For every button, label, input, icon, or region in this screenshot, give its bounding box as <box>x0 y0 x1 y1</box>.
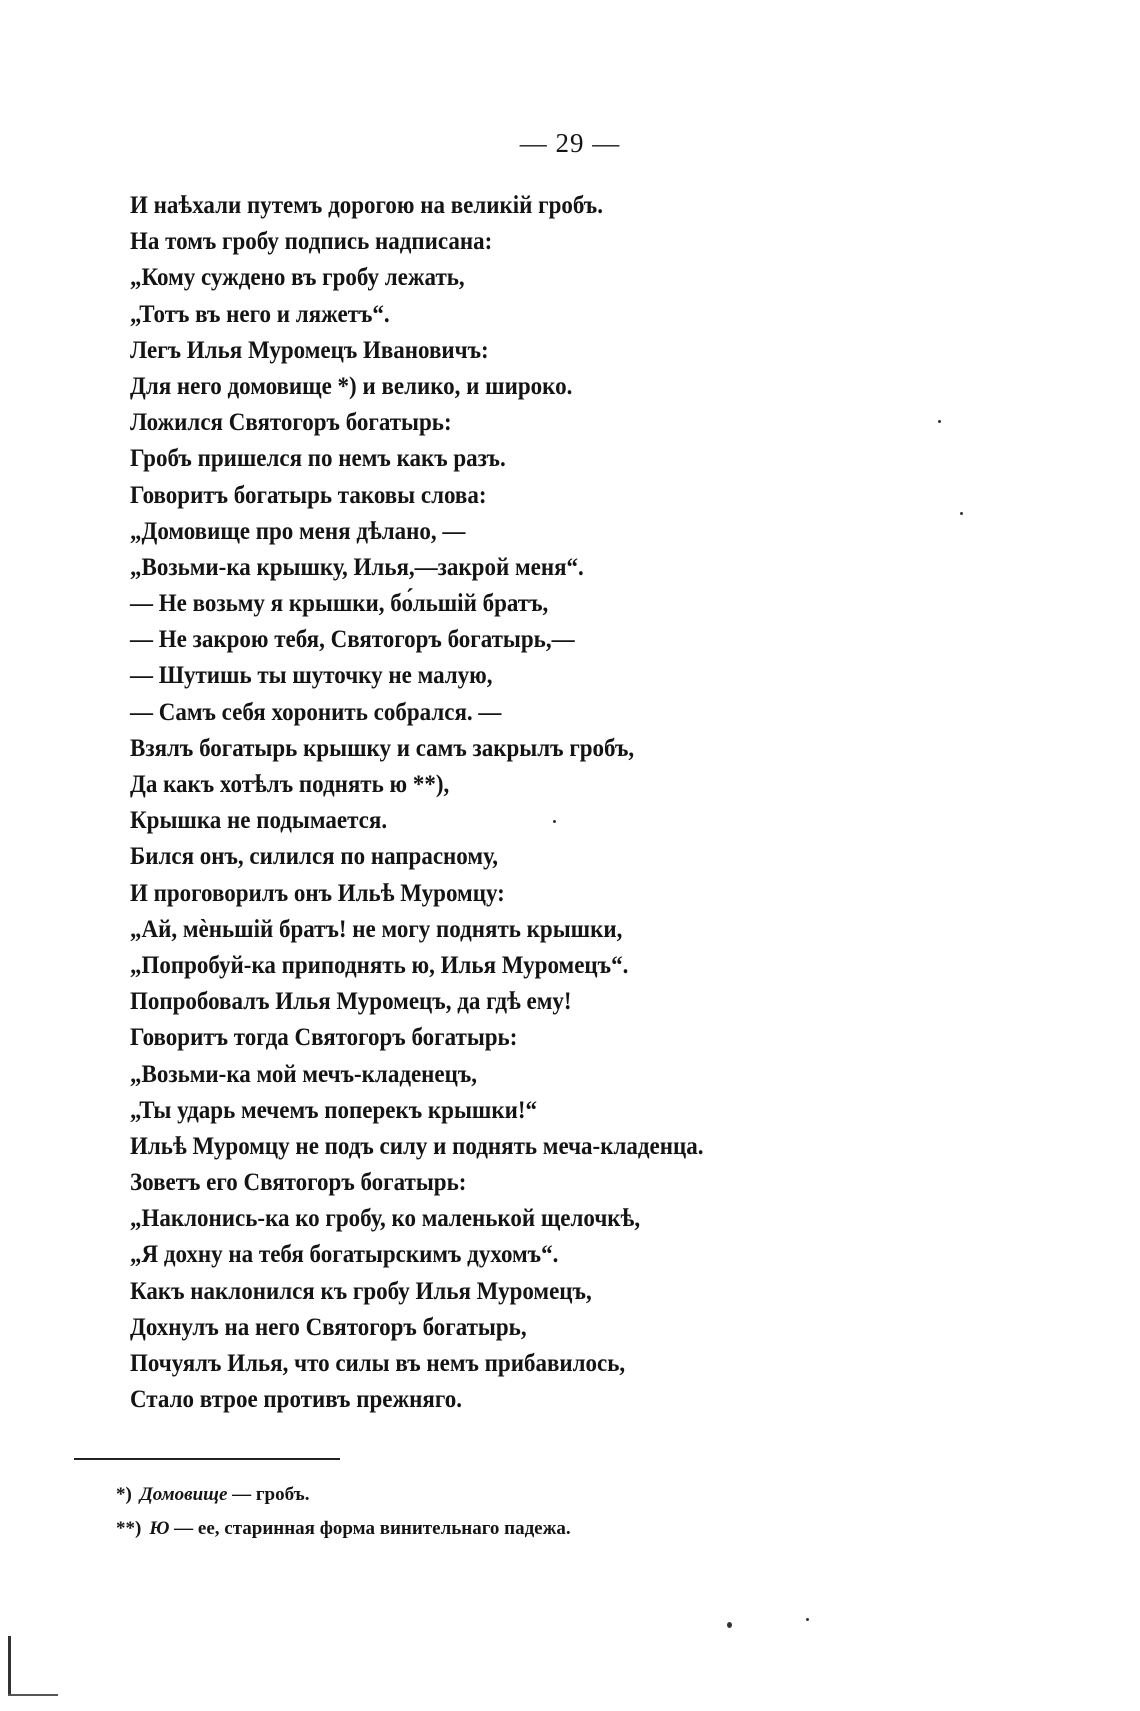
footnote-text: — ее, старинная форма винительнаго падежа. <box>169 1518 571 1539</box>
footnote-term: Домовище <box>139 1484 228 1505</box>
poem-line: Гробъ пришелся по немъ какъ разъ. <box>130 445 506 473</box>
footnote-term: Ю <box>149 1518 170 1539</box>
poem-line: Попробовалъ Илья Муромецъ, да гдѣ ему! <box>130 988 572 1016</box>
poem-line: „Кому суждено въ гробу лежать, <box>130 264 465 292</box>
poem-line: „Тотъ въ него и ляжетъ“. <box>130 300 390 328</box>
poem-line: „Я дохну на тебя богатырскимъ духомъ“. <box>130 1241 559 1269</box>
page-number: — 29 — <box>519 128 621 158</box>
footnote-mark: *) <box>116 1484 132 1505</box>
poem-line: — Шутишь ты шуточку не малую, <box>130 662 493 690</box>
poem-text <box>130 188 1030 1418</box>
poem-line: Стало втрое противъ прежняго. <box>130 1386 462 1414</box>
footnote-mark: **) <box>116 1518 142 1539</box>
poem-line: И проговорилъ онъ Ильѣ Муромцу: <box>130 879 505 907</box>
poem-line: Взялъ богатырь крышку и самъ закрылъ гробъ, <box>130 734 635 762</box>
poem-line: „Домовище про меня дѣлано, — <box>130 517 466 545</box>
poem-line: Да какъ хотѣлъ поднять ю **), <box>130 771 450 798</box>
poem-line: На томъ гробу подпись надписана: <box>130 228 493 256</box>
paper-speck <box>960 512 963 515</box>
poem-line: Легъ Илья Муромецъ Ивановичъ: <box>130 336 489 364</box>
poem-line: — Не возьму я крышки, бо́льшій братъ, <box>130 590 549 618</box>
paper-speck <box>727 1622 732 1628</box>
poem-line: Бился онъ, силился по напрасному, <box>130 843 498 871</box>
footnote <box>116 1512 1016 1546</box>
poem-line: „Ты ударь мечемъ поперекъ крышки!“ <box>130 1096 538 1124</box>
poem-line: — Самъ себя хоронить собрался. — <box>130 698 502 726</box>
footnote-divider <box>74 1458 340 1460</box>
paper-speck <box>938 420 941 423</box>
poem-line: Почуялъ Илья, что силы въ немъ прибавилось, <box>130 1350 626 1377</box>
poem-line: Ильѣ Муромцу не подъ силу и поднять меча-кладенца. <box>130 1132 704 1160</box>
scan-edge-mark <box>8 1636 11 1696</box>
poem-line: Для него домовище *) и велико, и широко. <box>130 372 573 400</box>
poem-line: „Возьми-ка крышку, Илья,—закрой меня“. <box>130 553 584 581</box>
scan-edge-mark <box>8 1694 58 1696</box>
paper-speck <box>806 1618 809 1621</box>
poem-line: Зоветъ его Святогоръ богатырь: <box>130 1169 467 1197</box>
poem-line: Крышка не подымается. <box>130 807 388 835</box>
footnote <box>116 1478 1016 1512</box>
poem-line: Какъ наклонился къ гробу Илья Муромецъ, <box>130 1277 592 1305</box>
footnotes <box>116 1478 1016 1546</box>
poem-line: „Попробуй-ка приподнять ю, Илья Муромецъ“. <box>130 951 629 979</box>
poem-line: Ложился Святогоръ богатырь: <box>130 409 452 437</box>
poem-line: Говоритъ тогда Святогоръ богатырь: <box>130 1024 518 1052</box>
paper-speck <box>553 820 556 823</box>
footnote-text: — гробъ. <box>227 1484 310 1505</box>
poem-line: Говоритъ богатырь таковы слова: <box>130 481 487 509</box>
poem-line: „Наклонись-ка ко гробу, ко маленькой щелочкѣ, <box>130 1205 641 1233</box>
poem-line: И наѣхали путемъ дорогою на великій гробъ. <box>130 192 603 219</box>
poem-line: — Не закрою тебя, Святогоръ богатырь,— <box>130 626 575 654</box>
poem-line: Дохнулъ на него Святогоръ богатырь, <box>130 1313 527 1341</box>
poem-line: „Возьми-ка мой мечъ-кладенецъ, <box>130 1060 478 1088</box>
poem-line: „Ай, мѐньшій братъ! не могу поднять крышки, <box>130 915 623 943</box>
